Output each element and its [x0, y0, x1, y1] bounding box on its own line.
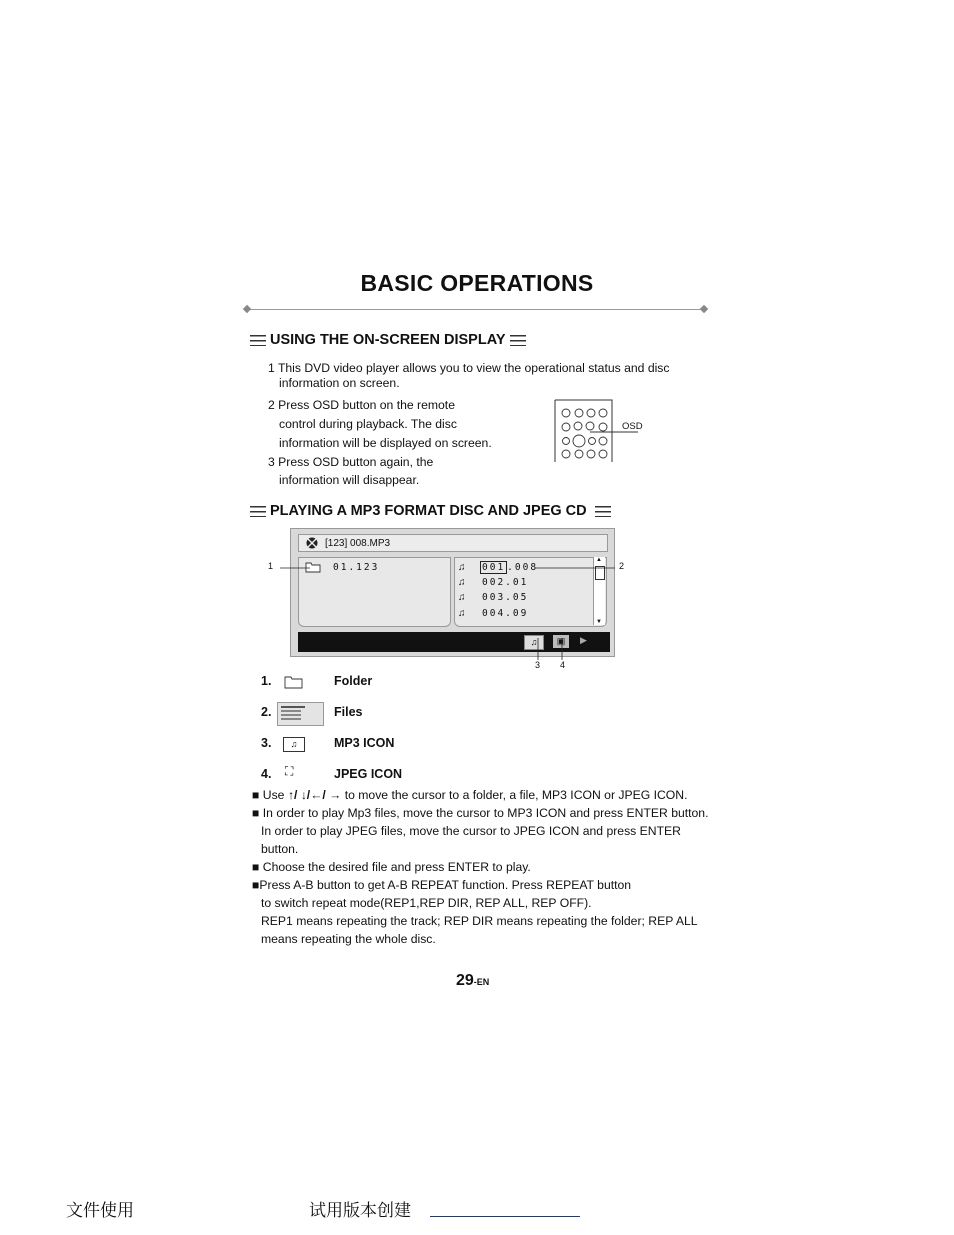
remote-control-illustration	[550, 398, 650, 466]
bullet-repeat: ■Press A-B button to get A-B REPEAT function. Press REPEAT button	[252, 878, 632, 892]
jpeg-icon: ⛶	[285, 764, 294, 778]
divider-right-diamond	[700, 305, 708, 313]
menu-bars-icon	[595, 506, 611, 517]
osd-step-1-cont: information on screen.	[279, 376, 400, 390]
osd-step-2-cont2: information will be displayed on screen.	[279, 436, 492, 450]
file-list-item: 003.05	[482, 592, 529, 603]
page-number	[456, 972, 489, 990]
screen-title-bar	[298, 534, 608, 552]
section-osd-heading	[250, 332, 526, 348]
footer-right-text: 试用版本创建	[309, 1201, 411, 1221]
bullet-repeat-cont: to switch repeat mode(REP1,REP DIR, REP ALL, REP OFF).	[261, 896, 592, 910]
arrow-keys-icon: ↑/ ↓/←/ →	[287, 788, 342, 802]
disc-icon	[305, 537, 319, 549]
divider-left-diamond	[243, 305, 251, 313]
folder-icon	[284, 674, 304, 689]
mp3-file-icon: ♫	[458, 608, 466, 619]
file-selected-number: 001	[482, 562, 506, 573]
mp3-file-icon: ♫	[458, 562, 466, 573]
screen-title-text: [123] 008.MP3	[325, 537, 391, 549]
section-osd-heading-text: USING THE ON-SCREEN DISPLAY	[270, 332, 506, 348]
bullet-mp3: ■ In order to play Mp3 files, move the cursor to MP3 ICON and press ENTER button.	[252, 806, 709, 820]
mp3-file-icon: ♫	[458, 577, 466, 588]
legend-num-1: 1.	[261, 674, 272, 688]
callout-4: 4	[560, 660, 566, 670]
footer-left-text: 文件使用	[66, 1201, 134, 1221]
bullet-jpeg-cont: button.	[261, 842, 299, 856]
legend-mp3-label: MP3 ICON	[334, 736, 395, 750]
folder-name: 01.123	[333, 562, 380, 573]
osd-step-2-cont: control during playback. The disc	[279, 417, 457, 431]
title-divider	[247, 309, 707, 310]
footer-link-underline[interactable]	[430, 1216, 580, 1217]
callout-1: 1	[268, 561, 274, 571]
callout-2: 2	[619, 561, 625, 571]
bullet-square-icon: ■	[252, 806, 260, 820]
legend-files-label: Files	[334, 705, 363, 719]
osd-step-1: 1 This DVD video player allows you to view the operational status and disc	[268, 361, 670, 375]
section-mp3-heading-text: PLAYING A MP3 FORMAT DISC AND JPEG CD	[270, 503, 587, 519]
osd-step-3: 3 Press OSD button again, the	[268, 455, 434, 469]
mp3-file-icon: ♫	[458, 592, 466, 603]
mp3-icon: ♫	[524, 635, 544, 650]
callout-3: 3	[535, 660, 541, 670]
file-list-item: 002.01	[482, 577, 529, 588]
bullet-jpeg: In order to play JPEG files, move the cursor to JPEG ICON and press ENTER	[261, 824, 681, 838]
legend-folder-label: Folder	[334, 674, 373, 688]
scroll-down-icon: ▼	[596, 619, 602, 625]
bullet-square-icon: ■	[252, 788, 260, 802]
legend-num-3: 3.	[261, 736, 272, 750]
menu-bars-icon	[250, 506, 266, 517]
play-icon: ▶	[580, 635, 587, 645]
page-title: BASIC OPERATIONS	[360, 270, 594, 296]
callout-lines	[270, 560, 630, 670]
bullet-navigate-post: to move the cursor to a folder, a file, MP3 ICON or JPEG ICON.	[344, 788, 688, 802]
file-selected-rest: .008	[507, 562, 539, 573]
legend-jpeg-label: JPEG ICON	[334, 767, 403, 781]
osd-button-label: OSD	[622, 421, 643, 432]
files-list-icon	[277, 702, 324, 726]
legend-num-2: 2.	[261, 705, 272, 719]
bullet-square-icon: ■	[252, 878, 260, 892]
bullet-navigate	[252, 786, 687, 804]
menu-bars-icon	[510, 335, 526, 346]
menu-bars-icon	[250, 335, 266, 346]
bullet-square-icon: ■	[252, 860, 260, 874]
file-list-item: 004.09	[482, 608, 529, 619]
page-number-suffix: -EN	[473, 977, 490, 987]
bullet-navigate-pre: Use	[262, 788, 285, 802]
jpeg-icon: ▣	[553, 635, 569, 648]
bullet-repeat-cont2: REP1 means repeating the track; REP DIR means repeating the folder; REP ALL	[261, 914, 698, 928]
section-mp3-heading	[250, 503, 611, 519]
osd-step-3-cont: information will disappear.	[279, 473, 420, 487]
bullet-repeat-cont3: means repeating the whole disc.	[261, 932, 436, 946]
osd-step-2: 2 Press OSD button on the remote	[268, 398, 455, 412]
legend-num-4: 4.	[261, 767, 272, 781]
bullet-choose: ■ Choose the desired file and press ENTER to play.	[252, 860, 531, 874]
scroll-up-icon: ▲	[596, 557, 602, 563]
page-number-value: 29	[456, 972, 474, 989]
mp3-icon: ♫	[283, 737, 305, 752]
